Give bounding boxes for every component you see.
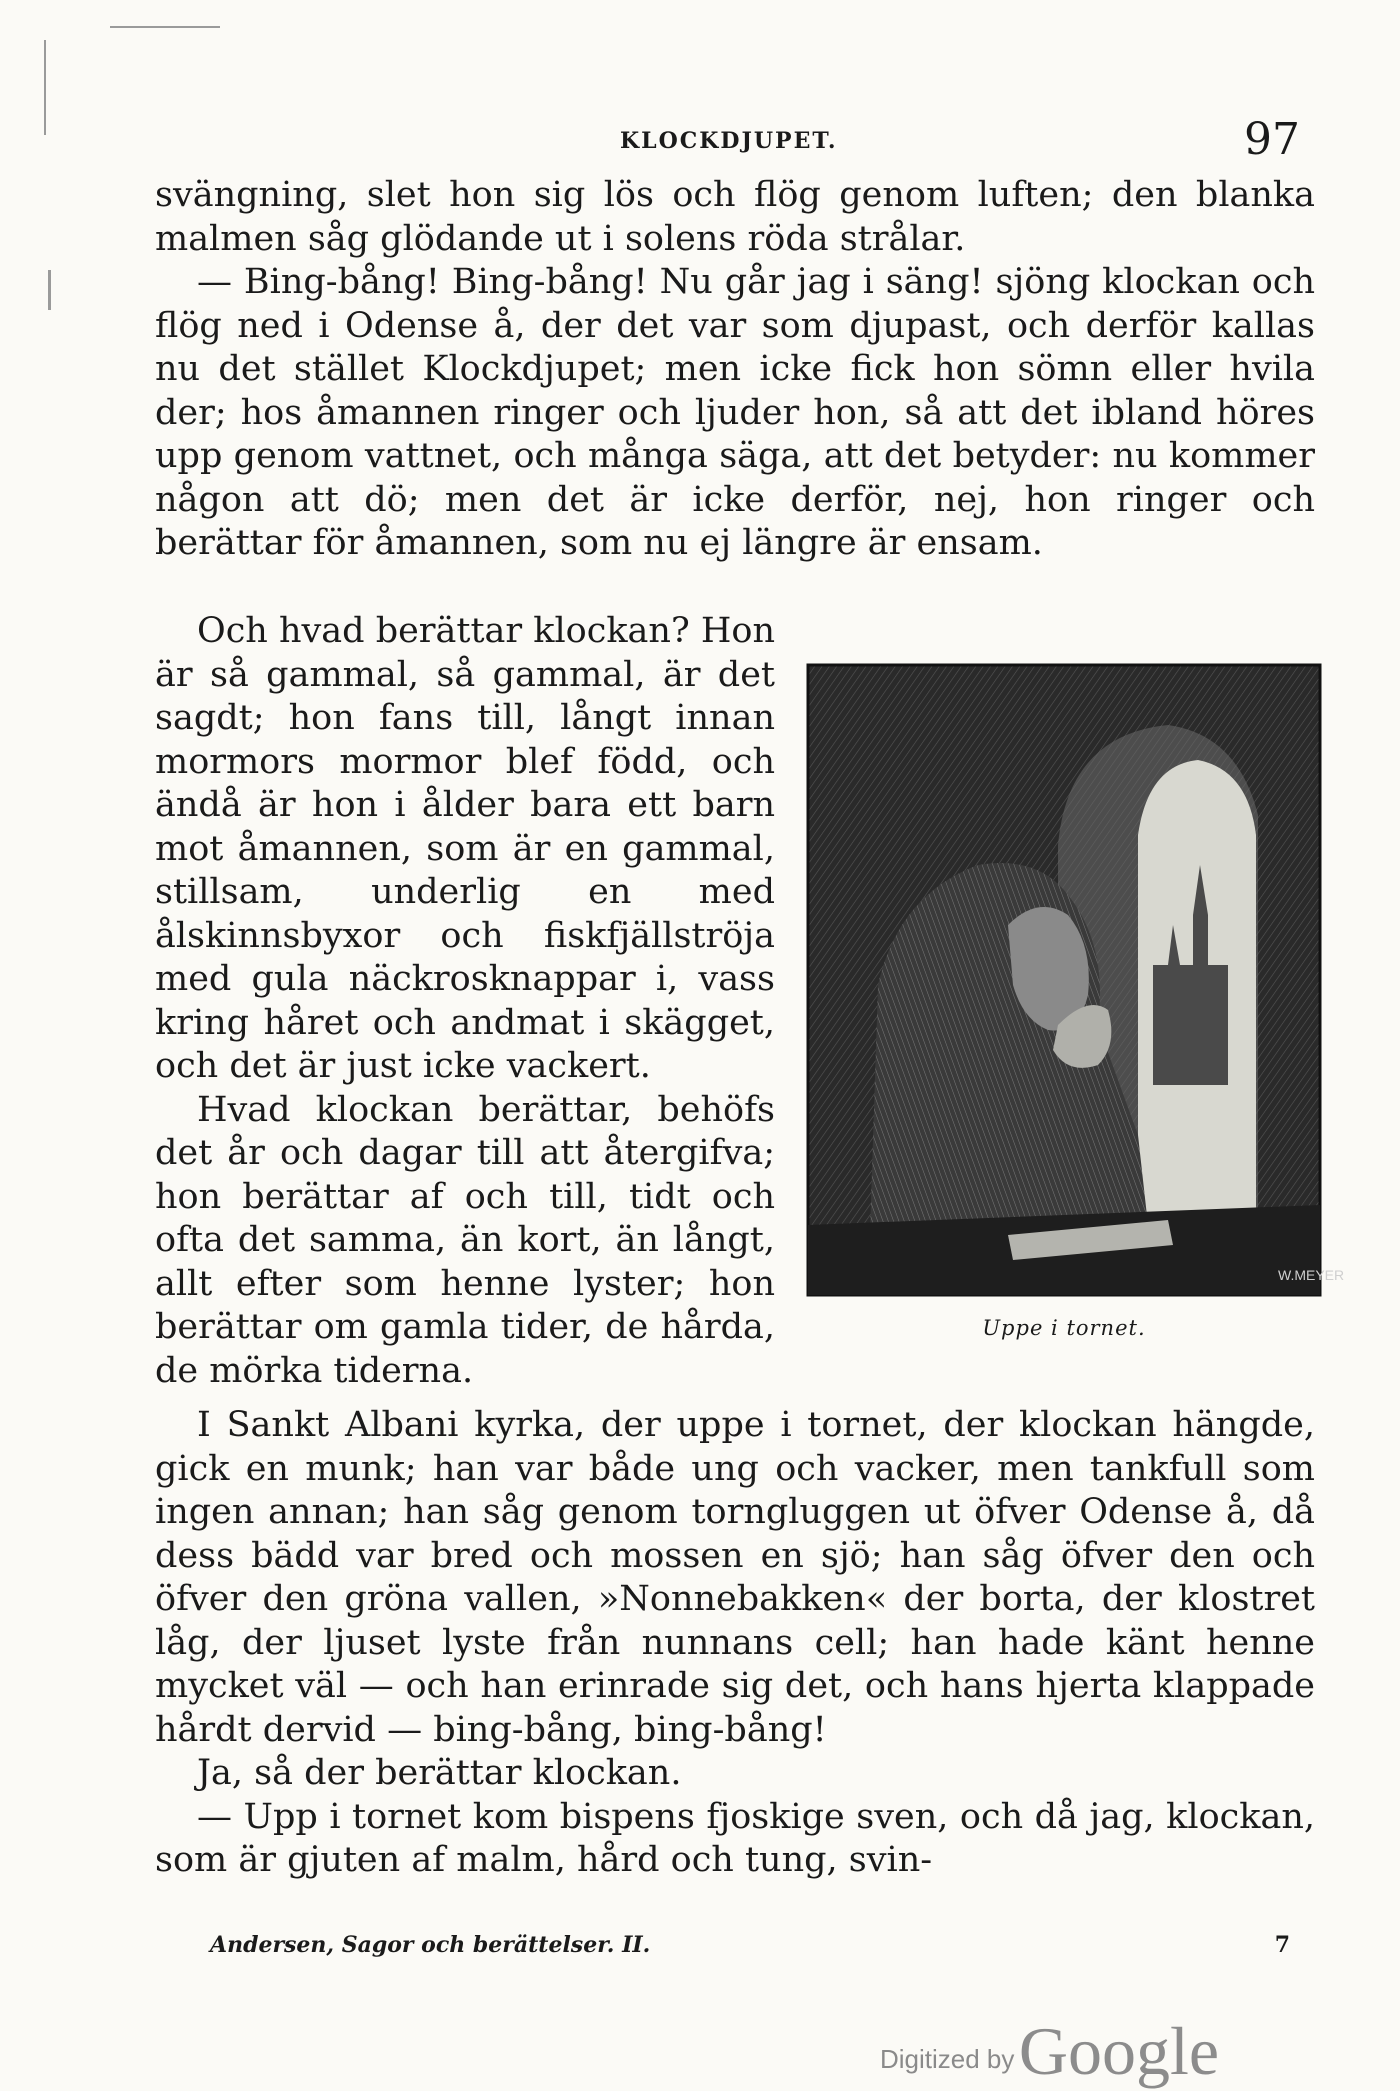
scan-edge-mark	[110, 26, 220, 28]
watermark-prefix: Digitized by	[880, 2044, 1015, 2074]
engraver-signature: W.MEYER	[1278, 1267, 1345, 1283]
page-header	[150, 114, 1320, 170]
running-head: KLOCKDJUPET.	[620, 128, 838, 154]
paragraph: svängning, slet hon sig lös och flög genom luften; den blanka malmen såg glödande ut i solens röda strålar.	[155, 175, 1315, 259]
text-block-beside-figure	[155, 610, 775, 1393]
paragraph: — Bing-bång! Bing-bång! Nu går jag i säng! sjöng klockan och flög ned i Odense å, der det var som djupast, och derför kallas nu det stället Klockdjupet; men icke fick hon sömn eller hvila der; hos åmannen ringer och ljuder hon, så att det ibland höres upp genom vattnet, och många säga, att det betyder: nu kommer någon att dö; men det är icke derför, nej, hon ringer och berättar för åmannen, som nu ej längre är ensam.	[155, 262, 1315, 563]
page-footer	[210, 1932, 1290, 1972]
footer-book-title: Andersen, Sagor och berättelser. II.	[210, 1932, 651, 1958]
paragraph: Och hvad berättar klockan? Hon är så gammal, så gammal, är det sagdt; hon fans till, långt innan mormors mormor blef född, och ändå är hon i ålder bara ett barn mot åmannen, som är en gammal, stillsam, underlig en med ålskinnsbyxor och fiskfjällströja med gula näckrosknappar i, vass kring håret och andmat i skägget, och det är just icke vackert.	[155, 611, 775, 1086]
text-block-bottom	[155, 1404, 1315, 1883]
paragraph: Ja, så der berättar klockan.	[197, 1753, 682, 1793]
page-number: 97	[1244, 114, 1300, 165]
paragraph: — Upp i tornet kom bispens fjoskige sven, och då jag, klockan, som är gjuten af malm, hård och tung, svin-	[155, 1796, 1315, 1880]
text-block-top	[155, 174, 1315, 566]
digitized-watermark	[880, 2012, 1219, 2091]
illustration-monk-in-tower	[808, 665, 1345, 1295]
scan-edge-mark	[48, 270, 51, 310]
engraving-image	[808, 665, 1345, 1295]
scan-edge-mark	[44, 40, 46, 135]
paragraph: I Sankt Albani kyrka, der uppe i tornet, der klockan hängde, gick en munk; han var både ung och vacker, men tankfull som ingen annan; han såg genom torngluggen ut öfver Odense å, då dess bädd var bred och mossen en sjö; han såg öfver den och öfver den gröna vallen, »Nonnebakken« der borta, der klostret låg, der ljuset lyste från nunnans cell; han hade känt henne mycket väl — och han erinrade sig det, och hans hjerta klappade hårdt dervid — bing-bång, bing-bång!	[155, 1405, 1315, 1750]
paragraph: Hvad klockan berättar, behöfs det år och dagar till att återgifva; hon berättar af och till, tidt och ofta det samma, än kort, än långt, allt efter som henne lyster; hon berättar om gamla tider, de hårda, de mörka tiderna.	[155, 1089, 775, 1391]
figure-caption: Uppe i tornet.	[982, 1316, 1146, 1340]
footer-signature-mark: 7	[1274, 1932, 1290, 1958]
google-logo: Google	[1018, 2013, 1220, 2089]
